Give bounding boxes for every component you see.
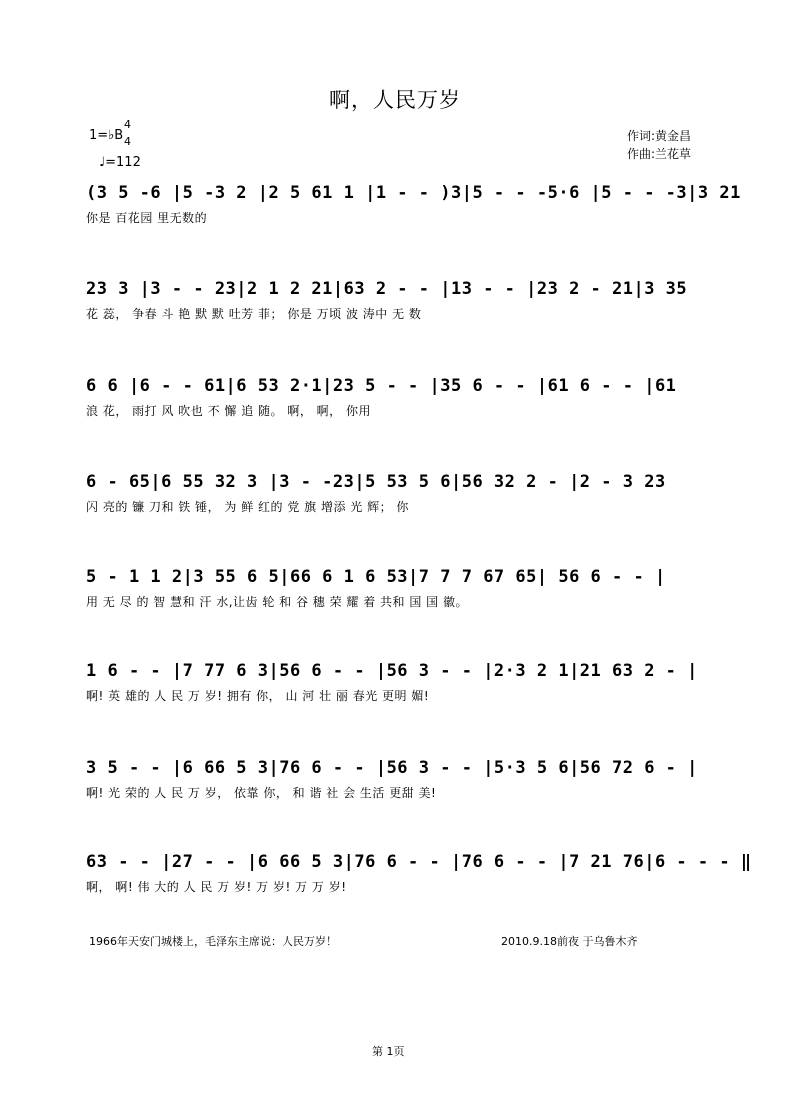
lyricist-credit: 作词:黄金昌: [627, 129, 692, 143]
song-title: 啊，人民万岁: [329, 88, 461, 112]
key-signature: 1=♭B: [89, 128, 124, 143]
lyrics-line: 花 蕊， 争春 斗 艳 默 默 吐芳 菲； 你是 万顷 波 涛中 无 数: [86, 307, 422, 321]
time-signature-numerator: 4: [124, 118, 131, 131]
notation-line: 63 - - |27 - - |6 66 5 3|76 6 - - |76 6 - - |7 21 76|6 - - - ‖: [86, 852, 752, 872]
footnote-quote: 1966年天安门城楼上，毛泽东主席说：人民万岁！: [89, 935, 337, 948]
tempo-marking: ♩=112: [99, 155, 141, 170]
lyrics-line: 啊! 光 荣的 人 民 万 岁， 依靠 你， 和 谐 社 会 生活 更甜 美!: [86, 786, 437, 800]
notation-line: 6 - 65|6 55 32 3 |3 - -23|5 53 5 6|56 32 2 - |2 - 3 23: [86, 472, 666, 492]
lyrics-line: 啊， 啊! 伟 大的 人 民 万 岁! 万 岁! 万 万 岁!: [86, 880, 347, 894]
lyrics-line: 闪 亮的 镰 刀和 铁 锤， 为 鲜 红的 党 旗 增添 光 辉； 你: [86, 500, 409, 514]
footnote-date: 2010.9.18前夜 于乌鲁木齐: [501, 935, 638, 948]
notation-line: 5 - 1 1 2|3 55 6 5|66 6 1 6 53|7 7 7 67 65| 56 6 - - |: [86, 567, 666, 587]
notation-line: 3 5 - - |6 66 5 3|76 6 - - |56 3 - - |5·3 5 6|56 72 6 - |: [86, 758, 698, 778]
time-signature-denominator: 4: [124, 135, 131, 148]
lyrics-line: 啊! 英 雄的 人 民 万 岁! 拥有 你， 山 河 壮 丽 春光 更明 媚!: [86, 689, 430, 703]
lyrics-line: 你是 百花园 里无数的: [86, 211, 208, 225]
lyrics-line: 浪 花， 雨打 风 吹也 不 懈 追 随。 啊， 啊， 你用: [86, 404, 371, 418]
notation-line: 1 6 - - |7 77 6 3|56 6 - - |56 3 - - |2·3 2 1|21 63 2 - |: [86, 661, 698, 681]
notation-line: (3 5 -6 |5 -3 2 |2 5 61 1 |1 - - )3|5 - - -5·6 |5 - - -3|3 21: [86, 183, 741, 203]
page-number: 第 1页: [372, 1045, 405, 1058]
composer-credit: 作曲:兰花草: [627, 147, 692, 161]
notation-line: 23 3 |3 - - 23|2 1 2 21|63 2 - - |13 - - |23 2 - 21|3 35: [86, 279, 688, 299]
lyrics-line: 用 无 尽 的 智 慧和 汗 水,让齿 轮 和 谷 穗 荣 耀 着 共和 国 国 徽。: [86, 595, 468, 609]
notation-line: 6 6 |6 - - 61|6 53 2·1|23 5 - - |35 6 - - |61 6 - - |61: [86, 376, 677, 396]
